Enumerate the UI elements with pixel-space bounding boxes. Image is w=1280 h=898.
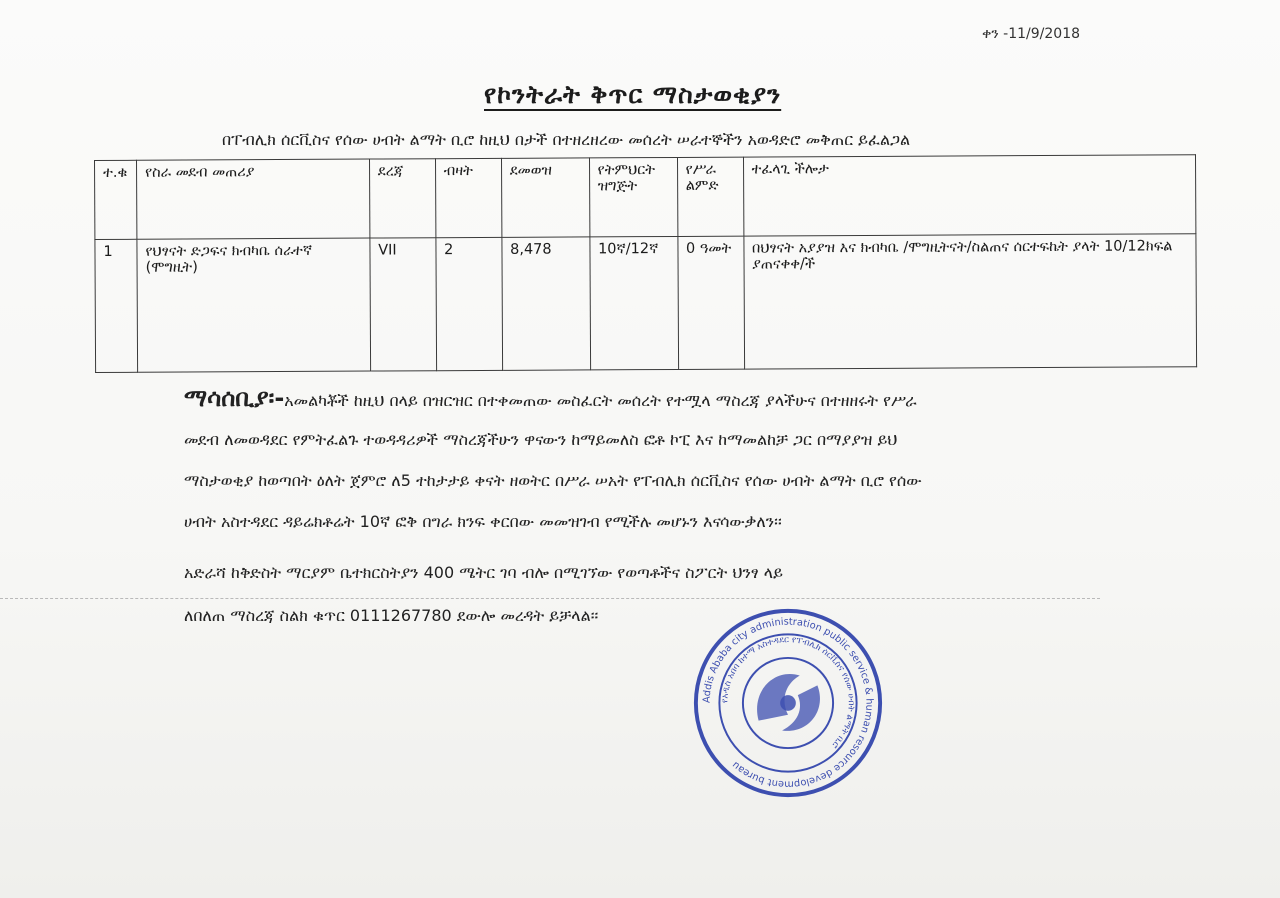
- stamp-outer-text: Addis Ababa city administration public service & human resource development bureau: [701, 616, 875, 790]
- cell-salary: 8,478: [502, 237, 591, 370]
- col-header-skill: ተፈላጊ ችሎታ: [743, 155, 1196, 236]
- address-line: አድራሻ ከቅድስት ማርያም ቤተክርስትያን 400 ሜትር ገባ ብሎ በሚገኘው የወጣቶችና ስፖርት ህንፃ ላይ: [184, 563, 783, 582]
- col-header-education: የትምህርት ዝግጅት: [589, 157, 677, 236]
- phone-line: ለበለጠ ማስረጃ ስልክ ቁጥር 0111267780 ደውሎ መረዳት ይቻላል፡፡: [184, 606, 599, 625]
- col-header-quantity: ብዛት: [435, 158, 501, 237]
- notice-line-4: ሀብት አስተዳደር ዳይሬክቶሬት 10ኛ ፎቅ በግራ ክንፍ ቀርበው መመዝገብ የሚችሉ መሆኑን እናሳውቃለን፡፡: [184, 512, 782, 531]
- table-row: [95, 234, 1197, 373]
- notice-line-2: መደብ ለመወዳደር የምትፈልጉ ተወዳዳሪዎች ማስረጃችሁን ዋናውን ከማይመለስ ፎቶ ኮፒ እና ከማመልከቻ ጋር በማያያዝ ይህ: [184, 430, 898, 449]
- col-header-salary: ደመወዝ: [501, 158, 589, 237]
- document-date: ቀን -11/9/2018: [982, 26, 1081, 42]
- notice-line-3: ማስታወቂያ ከወጣበት ዕለት ጀምሮ ለ5 ተከታታይ ቀናት ዘወትር በሥራ ሠአት የፐብሊክ ሰርቪስና የሰው ሀብት ልማት ቢሮ የሰው: [184, 471, 922, 490]
- cell-grade: VII: [370, 238, 437, 371]
- col-header-no: ተ.ቁ: [95, 160, 137, 239]
- notice-lead: ማሳሰቢያ፡-: [184, 384, 285, 412]
- col-header-job-title: የስራ መደብ መጠሪያ: [136, 159, 369, 239]
- cell-experience: 0 ዓመት: [677, 236, 744, 369]
- vacancy-table: [94, 154, 1197, 373]
- fold-line: [0, 598, 1100, 599]
- stamp-inner-text: የአዲስ አበባ ከተማ አስተዳደር የፐብሊክ ሰርቪስና የሰው ሀብት ልማት ቢሮ: [720, 635, 856, 751]
- cell-job-title: የህፃናት ድጋፍና ክብካቤ ሰራተኛ (ሞግዚት): [137, 238, 370, 372]
- stamp-emblem-dot: [780, 695, 796, 711]
- office-stamp: [690, 605, 886, 801]
- col-header-grade: ደረጃ: [369, 159, 435, 238]
- notice-text-1: አመልካቾች ከዚህ በላይ በዝርዝር በተቀመጠው መስፈርት መሰረት የተሟላ ማስረጃ ያላችሁና በተዘዘሩት የሥራ: [284, 391, 917, 410]
- col-header-experience: የሥራ ልምድ: [677, 157, 743, 236]
- notice-line-1: [184, 384, 1214, 412]
- cell-quantity: 2: [436, 237, 503, 370]
- document-title: የኮንትራት ቅጥር ማስታወቂያን: [484, 80, 782, 109]
- cell-education: 10ኛ/12ኛ: [589, 236, 678, 369]
- document-subtitle: በፐብሊክ ሰርቪስና የሰው ሀብት ልማት ቢሮ ከዚህ በታች በተዘረዘረው መሰረት ሠራተኞችን አወዳድሮ መቅጠር ይፈልጋል: [222, 130, 911, 149]
- cell-skill: በህፃናት አያያዝ እና ክብካቤ /ሞግዚትናት/ስልጠና ሰርተፍኬት ያላት 10/12ክፍል ያጠናቀቀ/ች: [743, 234, 1196, 369]
- cell-no: 1: [95, 239, 138, 372]
- table-header-row: [95, 155, 1196, 240]
